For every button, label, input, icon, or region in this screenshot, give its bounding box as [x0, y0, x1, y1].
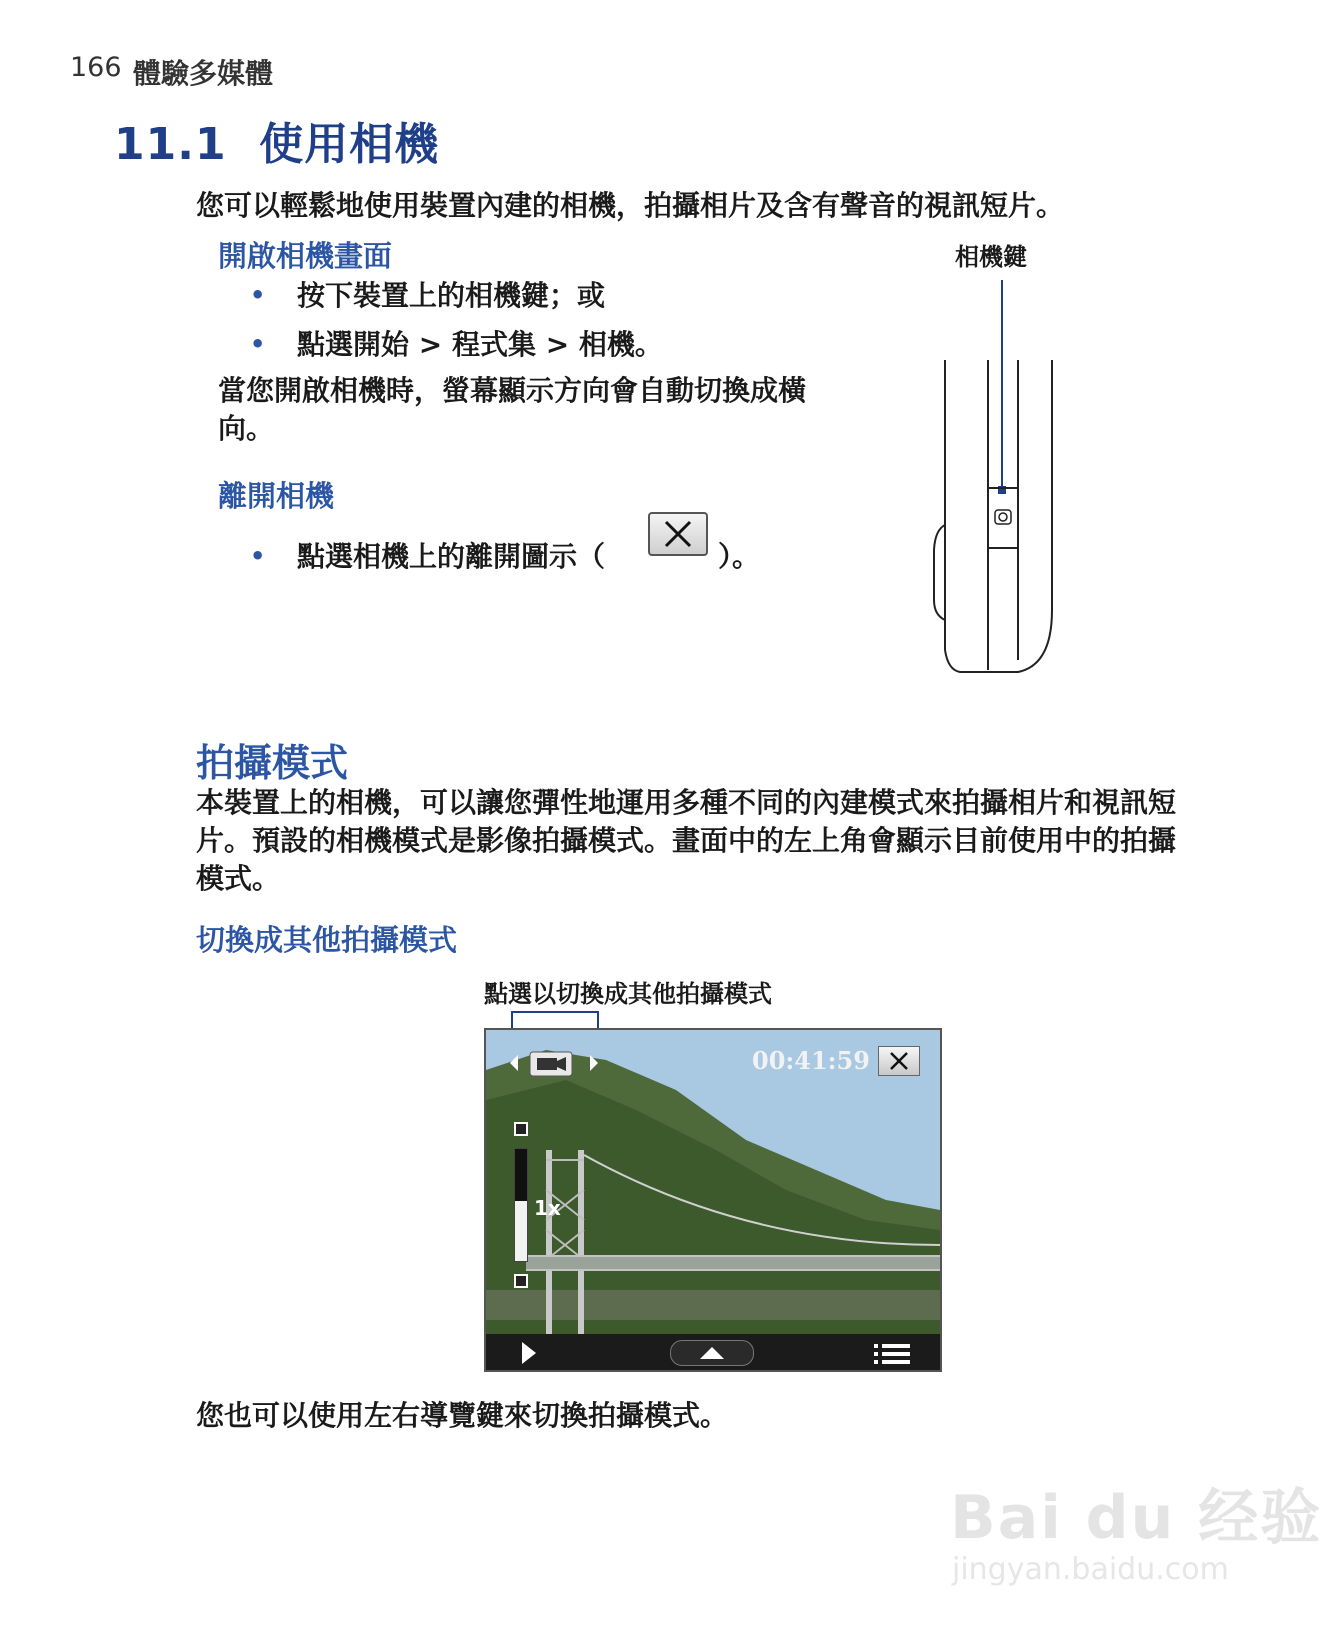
close-icon — [650, 514, 706, 554]
camera-key-label: 相機鍵 — [955, 243, 1027, 271]
zoom-level: 1x — [534, 1196, 561, 1220]
exit-close-icon — [648, 512, 708, 556]
baidu-watermark-logo: Bai du 经验 — [950, 1483, 1323, 1553]
mode-left-arrow-icon — [510, 1055, 518, 1071]
zoom-slider[interactable] — [514, 1148, 528, 1262]
recording-timer: 00:41:59 — [752, 1046, 870, 1075]
screen-close-button[interactable] — [878, 1046, 920, 1076]
list-menu-icon[interactable] — [874, 1342, 910, 1366]
open-camera-heading: 開啟相機畫面 — [218, 239, 393, 273]
footer-paragraph: 您也可以使用左右導覽鍵來切換拍攝模式。 — [196, 1399, 729, 1432]
intro-paragraph: 您可以輕鬆地使用裝置內建的相機，拍攝相片及含有聲音的視訊短片。 — [196, 189, 1065, 222]
mode-switcher[interactable] — [504, 1046, 604, 1080]
mode-right-arrow-icon — [590, 1055, 598, 1071]
open-bullet-1: 按下裝置上的相機鍵；或 — [297, 279, 606, 312]
exit-bullet-before: 點選相機上的離開圖示（ — [297, 540, 606, 573]
capture-modes-body: 本裝置上的相機，可以讓您彈性地運用多種不同的內建模式來拍攝相片和視訊短片。預設的相機模式是影像拍攝模式。畫面中的左上角會顯示目前使用中的拍攝模式。 — [196, 786, 1177, 895]
section-name: 使用相機 — [259, 119, 440, 170]
bullet-icon: • — [250, 330, 266, 358]
capture-modes-heading: 拍攝模式 — [196, 741, 349, 785]
video-camera-icon — [537, 1058, 557, 1070]
close-icon — [879, 1047, 919, 1075]
device-side-illustration — [920, 270, 1070, 680]
exit-bullet-after: ）。 — [718, 540, 761, 573]
section-title — [114, 108, 439, 172]
section-number: 11.1 — [114, 119, 227, 170]
zoom-in-icon[interactable] — [514, 1122, 528, 1136]
switch-mode-caption: 點選以切換成其他拍攝模式 — [484, 980, 772, 1008]
exit-camera-heading: 離開相機 — [218, 479, 335, 513]
chevron-up-icon — [671, 1341, 753, 1365]
switch-mode-heading: 切換成其他拍攝模式 — [196, 923, 458, 957]
bullet-icon: • — [250, 542, 266, 570]
menu-up-button[interactable] — [670, 1340, 754, 1366]
camera-icon — [995, 510, 1011, 524]
baidu-watermark-url: jingyan.baidu.com — [952, 1552, 1229, 1587]
bullet-icon: • — [250, 281, 266, 309]
camera-screen — [484, 1028, 942, 1372]
open-bullet-2: 點選開始 > 程式集 > 相機。 — [297, 328, 663, 361]
chapter-title: 體驗多媒體 — [133, 57, 274, 90]
zoom-out-icon[interactable] — [514, 1274, 528, 1288]
play-icon[interactable] — [520, 1340, 540, 1366]
page-number: 166 — [70, 52, 122, 83]
open-camera-note: 當您開啟相機時，螢幕顯示方向會自動切換成橫向。 — [218, 374, 807, 445]
